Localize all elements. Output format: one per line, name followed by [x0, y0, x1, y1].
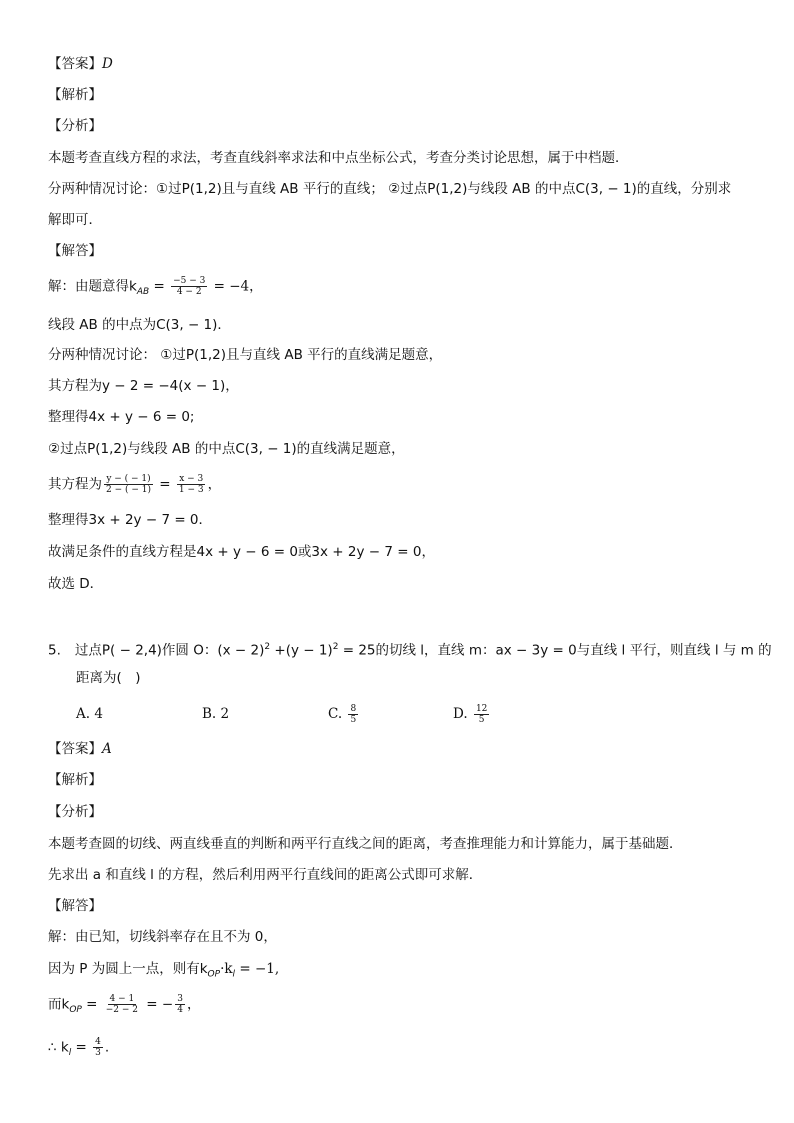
- q4-step9: 故满足条件的直线方程是4x + y − 6 = 0或3x + 2y − 7 = 0，: [48, 544, 435, 560]
- option-a-label: A.: [76, 706, 91, 722]
- eq-fraction-left: [104, 474, 153, 495]
- q4-step2: 线段 AB 的中点为C(3, − 1)．: [48, 317, 231, 333]
- kl-num: 4: [95, 1037, 101, 1047]
- q5-stem-cont: 距离为( ): [76, 670, 141, 686]
- s2-tail: = −1,: [235, 961, 280, 977]
- option-d[interactable]: [453, 704, 491, 725]
- stem-part-b: +(y − 1): [270, 642, 333, 659]
- step1-tail: = −4，: [209, 278, 263, 295]
- slope-den: 4 − 2: [176, 287, 202, 297]
- q4-step3: 分两种情况讨论： ①过P(1,2)且与直线 AB 平行的直线满足题意，: [48, 347, 443, 363]
- option-c-label: C.: [328, 706, 343, 722]
- answer-value: D: [102, 56, 113, 72]
- q5-fenxi-tag: 【分析】: [48, 804, 102, 820]
- q5-fenxi-text: 本题考查圆的切线、两直线垂直的判断和两平行直线之间的距离，考查推理能力和计算能力，属于基础题．: [48, 836, 683, 852]
- answer-value: A: [102, 741, 112, 757]
- right-num: x − 3: [179, 474, 204, 484]
- square-sup-2: 2: [332, 642, 339, 652]
- q4-step8: 整理得3x + 2y − 7 = 0．: [48, 512, 213, 528]
- q5-s4: [48, 1037, 109, 1063]
- q5-answer-line: [48, 739, 112, 759]
- option-d-fraction: [474, 704, 489, 725]
- q4-case-cont: 解即可．: [48, 212, 102, 228]
- s2-mid: ·k: [220, 961, 233, 977]
- s3-tail: ，: [186, 996, 201, 1013]
- option-b-label: B.: [202, 706, 217, 722]
- kl-fraction: [93, 1037, 103, 1058]
- answer-tag: 【答案】: [48, 56, 102, 72]
- s3-sub: OP: [69, 1005, 82, 1016]
- left-num: y − ( − 1): [106, 474, 151, 484]
- q4-step4: 其方程为y − 2 = −4(x − 1)，: [48, 378, 239, 394]
- slope-num: −5 − 3: [173, 276, 206, 286]
- step7-prefix: 其方程为: [48, 476, 102, 493]
- step1-sub: AB: [136, 287, 150, 298]
- step7-eq: =: [155, 476, 175, 493]
- option-b-value: 2: [220, 706, 230, 722]
- case-two: ②过点P(1,2)与线段 AB 的中点C(3, − 1)的直线，分别求: [388, 181, 732, 197]
- s4-eq: =: [71, 1039, 92, 1056]
- kop-den: −2 − 2: [105, 1005, 139, 1015]
- q4-answer-line: [48, 54, 113, 74]
- case-intro: 分两种情况讨论：: [48, 181, 156, 197]
- s2-sub2: l: [232, 969, 236, 980]
- q5-fenxi-text2: 先求出 a 和直线 l 的方程，然后利用两平行直线间的距离公式即可求解．: [48, 867, 483, 883]
- q4-jieda-tag: 【解答】: [48, 243, 102, 259]
- option-d-num: 12: [475, 704, 488, 714]
- option-a-value: 4: [94, 706, 103, 722]
- s3-prefix: 而k: [48, 996, 70, 1013]
- square-sup-1: 2: [264, 642, 271, 652]
- q5-stem: [48, 637, 772, 661]
- option-d-label: D.: [453, 706, 468, 722]
- option-c-den: 5: [350, 715, 357, 725]
- kop-fraction: [104, 994, 140, 1015]
- kop-value-den: 4: [177, 1005, 183, 1015]
- answer-tag: 【答案】: [48, 741, 102, 757]
- q4-fenxi-tag: 【分析】: [48, 118, 102, 134]
- eq-fraction-right: [177, 474, 206, 495]
- left-den: 2 − ( − 1): [106, 485, 151, 495]
- q4-fenxi-text: 本题考查直线方程的求法，考查直线斜率求法和中点坐标公式，考查分类讨论思想，属于中档题．: [48, 150, 629, 166]
- s3-mid: = −: [142, 996, 174, 1013]
- s2-sub1: OP: [207, 969, 221, 980]
- q4-step6: ②过点P(1,2)与线段 AB 的中点C(3, − 1)的直线满足题意，: [48, 441, 405, 457]
- right-den: 1 − 3: [178, 485, 204, 495]
- step1-eq: =: [149, 278, 170, 295]
- s4-prefix: ∴ k: [48, 1039, 69, 1056]
- q4-case-line: [48, 179, 731, 199]
- option-d-den: 5: [478, 715, 485, 725]
- q4-jiexi-tag: 【解析】: [48, 87, 102, 103]
- step7-tail: ，: [207, 476, 222, 493]
- option-c[interactable]: [328, 704, 360, 725]
- stem-part-c: = 25的切线 l，直线 m：ax − 3y = 0与直线 l 平行，则直线 l 与 m 的: [338, 642, 772, 659]
- step1-prefix: 解：由题意得k: [48, 278, 137, 295]
- kop-value-num: 3: [177, 994, 183, 1004]
- q5-s3: [48, 994, 200, 1020]
- stem-part-a: 过点P( − 2,4)作圆 O：(x − 2): [74, 642, 265, 659]
- q5-number: 5.: [48, 642, 61, 659]
- case-one: ①过P(1,2)且与直线 AB 平行的直线；: [156, 181, 384, 197]
- option-c-fraction: [348, 704, 358, 725]
- slope-fraction: [171, 276, 207, 297]
- kop-value-fraction: [175, 994, 185, 1015]
- option-b[interactable]: [202, 704, 229, 724]
- s3-eq: =: [81, 996, 102, 1013]
- q5-s1: 解：由已知，切线斜率存在且不为 0，: [48, 929, 277, 945]
- q5-jieda-tag: 【解答】: [48, 898, 102, 914]
- q5-jiexi-tag: 【解析】: [48, 772, 102, 788]
- option-a[interactable]: [76, 704, 103, 724]
- q5-s2: [48, 959, 279, 985]
- kl-den: 3: [95, 1048, 101, 1058]
- q4-step7: [48, 474, 221, 495]
- q4-step10: 故选 D．: [48, 576, 104, 592]
- kop-num: 4 − 1: [109, 994, 135, 1004]
- q4-step1: [48, 276, 263, 302]
- s4-sub: l: [68, 1048, 72, 1059]
- s2-prefix: 因为 P 为圆上一点，则有k: [48, 961, 208, 977]
- s4-tail: .: [104, 1039, 110, 1056]
- q4-step5: 整理得4x + y − 6 = 0;: [48, 409, 195, 425]
- option-c-num: 8: [350, 704, 357, 714]
